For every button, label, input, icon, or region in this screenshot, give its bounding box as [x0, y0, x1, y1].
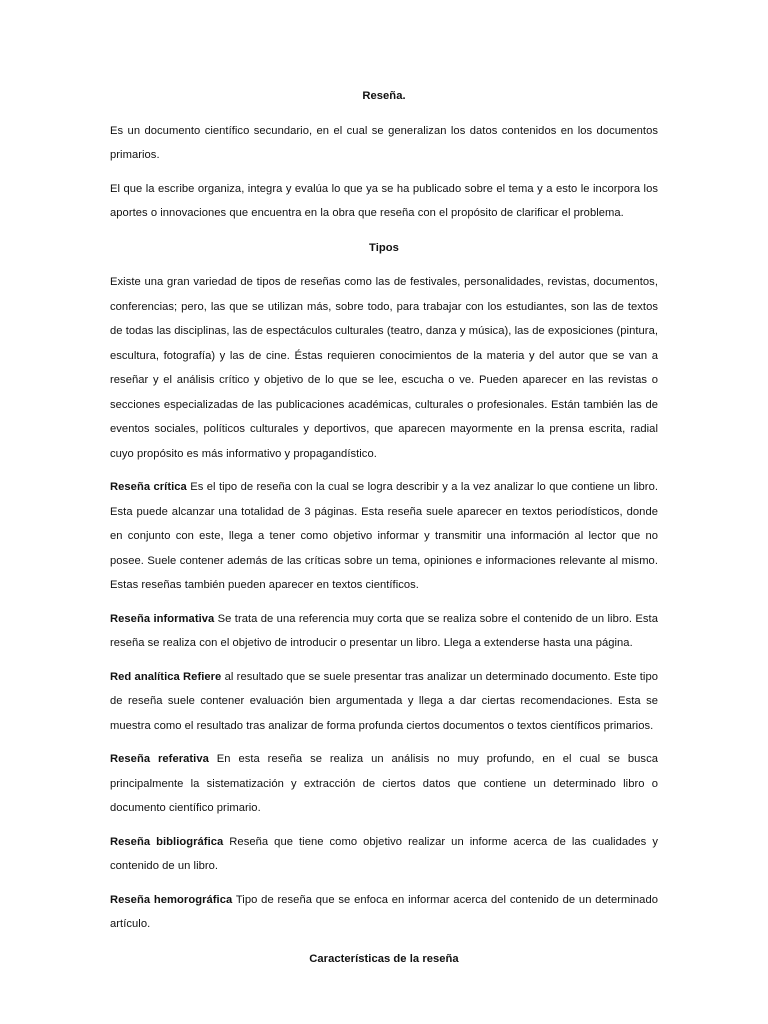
type-description: Es el tipo de reseña con la cual se logra describir y a la vez analizar lo que contiene un libro. Esta puede alcanzar una totalidad de 3 páginas. Esta reseña suele aparecer en textos periodísticos, donde en conjunto con este, llega a tener como objetivo informar y transmitir una información al lector que no posee. Suele contener además de las críticas sobre un tema, opiniones e informaciones relevante al mismo. Estas reseñas también pueden aparecer en textos científicos.: [110, 481, 658, 591]
intro-paragraph-2: El que la escribe organiza, integra y evalúa lo que ya se ha publicado sobre el tema y a esto le incorpora los aportes o innovaciones que encuentra en la obra que reseña con el propósito de clarificar el problema.: [110, 182, 658, 219]
type-term: Red analítica Refiere: [110, 670, 222, 683]
caracteristicas-heading: Características de la reseña: [309, 952, 459, 965]
type-description: Se trata de una referencia muy corta que se realiza sobre el contenido de un libro. Esta reseña se realiza con el objetivo de introducir o presentar un libro. Llega a extenderse hasta una página.: [110, 612, 658, 649]
page-title: Reseña.: [362, 90, 406, 102]
tipos-heading: Tipos: [369, 241, 399, 254]
type-description: al resultado que se suele presentar tras analizar un determinado documento. Este tipo de reseña suele contener evaluación bien argumentada y llega a dar ciertas recomendaciones. Esta se muestra como el resultado tras analizar de forma profunda ciertos documentos o textos científicos primarios.: [110, 670, 658, 732]
type-term: Reseña hemorográfica: [110, 893, 233, 906]
type-term: Reseña informativa: [110, 612, 215, 625]
type-paragraph-analitica: [110, 665, 658, 739]
type-term: Reseña crítica: [110, 481, 187, 493]
intro-paragraph-1: Es un documento científico secundario, en el cual se generalizan los datos contenidos en los documentos primarios.: [110, 124, 658, 161]
type-paragraph-critica: [110, 475, 658, 598]
type-term: Reseña bibliográfica: [110, 835, 224, 848]
type-description: Reseña que tiene como objetivo realizar un informe acerca de las cualidades y contenido de un libro.: [110, 835, 658, 872]
type-paragraph-bibliografica: [110, 830, 658, 879]
type-paragraph-referativa: [110, 747, 658, 821]
type-description: En esta reseña se realiza un análisis no muy profundo, en el cual se busca principalmente la sistematización y extracción de ciertos datos que contiene un determinado libro o documento científico primario.: [110, 753, 658, 814]
type-term: Reseña referativa: [110, 753, 209, 765]
tipos-paragraph: Existe una gran variedad de tipos de reseñas como las de festivales, personalidades, revistas, documentos, conferencias; pero, las que se utilizan más, sobre todo, para trabajar con los estudiantes, son las de textos de todas las disciplinas, las de espectáculos culturales (teatro, danza y música), las de exposiciones (pintura, escultura, fotografía) y las de cine. Éstas requieren conocimientos de la materia y del autor que se van a reseñar y el análisis crítico y objetivo de lo que se lee, escucha o ve. Pueden aparecer en las revistas o secciones especializadas de las publicaciones académicas, culturales o profesionales. Están también las de eventos sociales, políticos culturales y deportivos, que aparecen mayormente en la prensa escrita, radial cuyo propósito es más informativo y propagandístico.: [110, 276, 658, 460]
type-description: Tipo de reseña que se enfoca en informar acerca del contenido de un determinado artículo.: [110, 893, 658, 930]
type-paragraph-informativa: [110, 607, 658, 656]
document-page: [110, 84, 658, 971]
type-paragraph-hemorografica: [110, 888, 658, 937]
